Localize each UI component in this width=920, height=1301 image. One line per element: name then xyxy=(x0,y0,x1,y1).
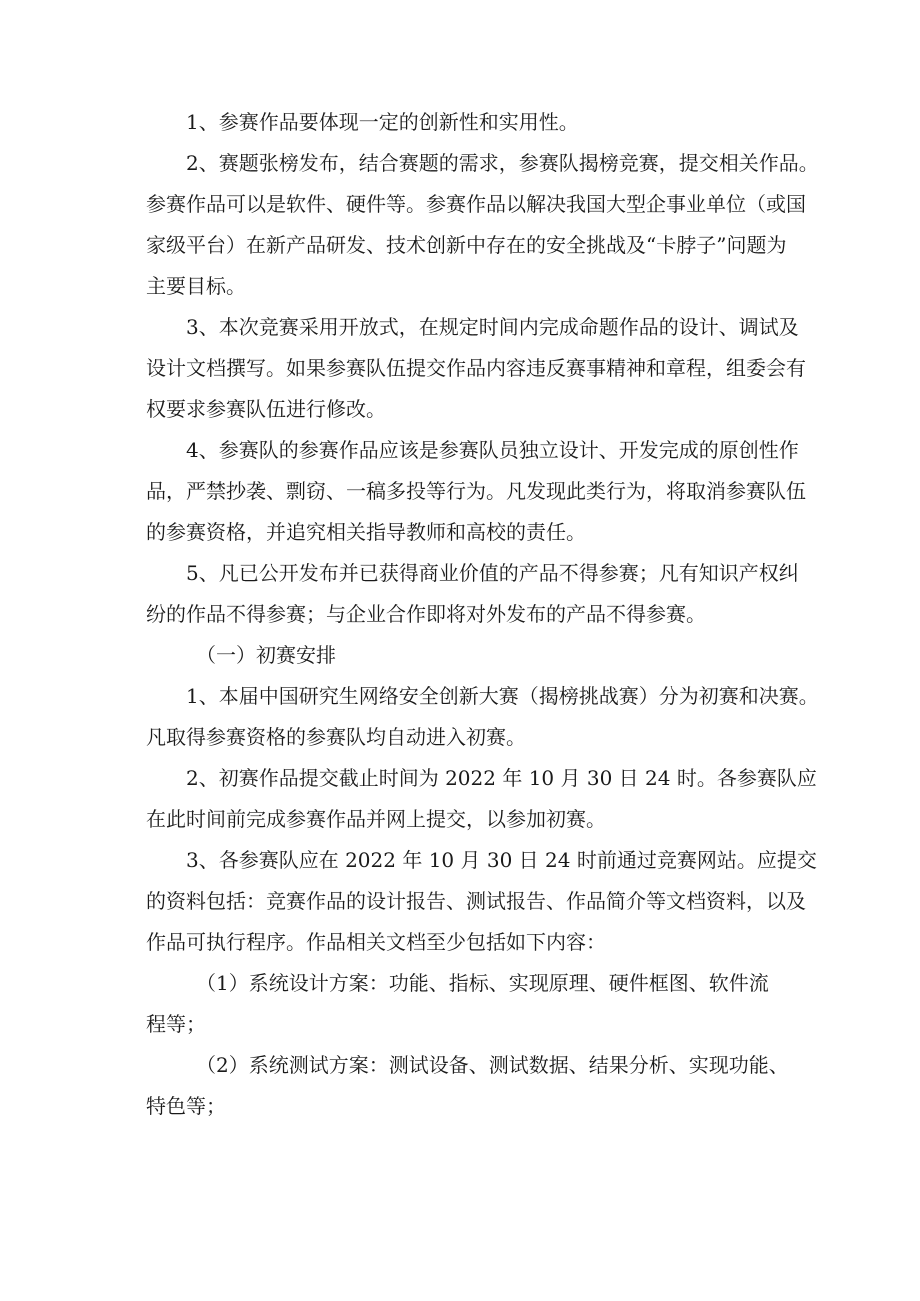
text-line: 2、赛题张榜发布，结合赛题的需求，参赛队揭榜竞赛，提交相关作品。 xyxy=(186,151,819,175)
text-line: 纷的作品不得参赛；与企业合作即将对外发布的产品不得参赛。 xyxy=(146,602,706,626)
requirement-paragraph-3 xyxy=(146,307,806,430)
text-line: 参赛作品可以是软件、硬件等。参赛作品以解决我国大型企事业单位（或国 xyxy=(146,192,806,216)
text-line: 在此时间前完成参赛作品并网上提交，以参加初赛。 xyxy=(146,807,606,831)
text-line: 1、参赛作品要体现一定的创新性和实用性。 xyxy=(186,110,579,134)
prelim-paragraph-3 xyxy=(146,840,817,963)
requirement-paragraph-4 xyxy=(146,430,806,553)
text-line: 凡取得参赛资格的参赛队均自动进入初赛。 xyxy=(146,725,526,749)
text-line: 5、凡已公开发布并已获得商业价值的产品不得参赛；凡有知识产权纠 xyxy=(186,561,799,585)
text-line: 的资料包括：竞赛作品的设计报告、测试报告、作品简介等文档资料，以及 xyxy=(146,889,806,913)
doc-item-2 xyxy=(146,1045,796,1127)
text-line: 1、本届中国研究生网络安全创新大赛（揭榜挑战赛）分为初赛和决赛。 xyxy=(186,684,819,708)
text-line: 作品可执行程序。作品相关文档至少包括如下内容： xyxy=(146,930,606,954)
prelim-paragraph-2 xyxy=(146,758,817,840)
text-line: 的参赛资格，并追究相关指导教师和高校的责任。 xyxy=(146,520,586,544)
prelim-paragraph-1 xyxy=(146,676,819,758)
text-line: 4、参赛队的参赛作品应该是参赛队员独立设计、开发完成的原创性作 xyxy=(186,438,799,462)
text-line: 3、本次竞赛采用开放式，在规定时间内完成命题作品的设计、调试及 xyxy=(186,315,799,339)
requirement-paragraph-2 xyxy=(146,143,819,307)
section-heading: （一）初赛安排 xyxy=(196,643,336,667)
text-line: 特色等； xyxy=(146,1094,226,1118)
text-line: 权要求参赛队伍进行修改。 xyxy=(146,397,386,421)
text-line: 程等； xyxy=(146,1012,206,1036)
prelim-section xyxy=(146,676,819,963)
document-page xyxy=(146,102,819,1127)
requirements-section xyxy=(146,102,819,635)
doc-items-list xyxy=(146,963,796,1127)
text-line: 设计文档撰写。如果参赛队伍提交作品内容违反赛事精神和章程，组委会有 xyxy=(146,356,806,380)
requirement-paragraph-5 xyxy=(146,553,799,635)
text-line: 品，严禁抄袭、剽窃、一稿多投等行为。凡发现此类行为，将取消参赛队伍 xyxy=(146,479,806,503)
text-line: 主要目标。 xyxy=(146,274,246,298)
text-line: 2、初赛作品提交截止时间为 2022 年 10 月 30 日 24 时。各参赛队应 xyxy=(186,766,817,790)
text-line: （2）系统测试方案：测试设备、测试数据、结果分析、实现功能、 xyxy=(196,1053,789,1077)
requirement-paragraph-1 xyxy=(146,102,796,143)
text-line: （1）系统设计方案：功能、指标、实现原理、硬件框图、软件流 xyxy=(196,971,769,995)
text-line: 3、各参赛队应在 2022 年 10 月 30 日 24 时前通过竞赛网站。应提交 xyxy=(186,848,817,872)
text-line: 家级平台）在新产品研发、技术创新中存在的安全挑战及“卡脖子”问题为 xyxy=(146,233,787,257)
doc-item-1 xyxy=(146,963,796,1045)
